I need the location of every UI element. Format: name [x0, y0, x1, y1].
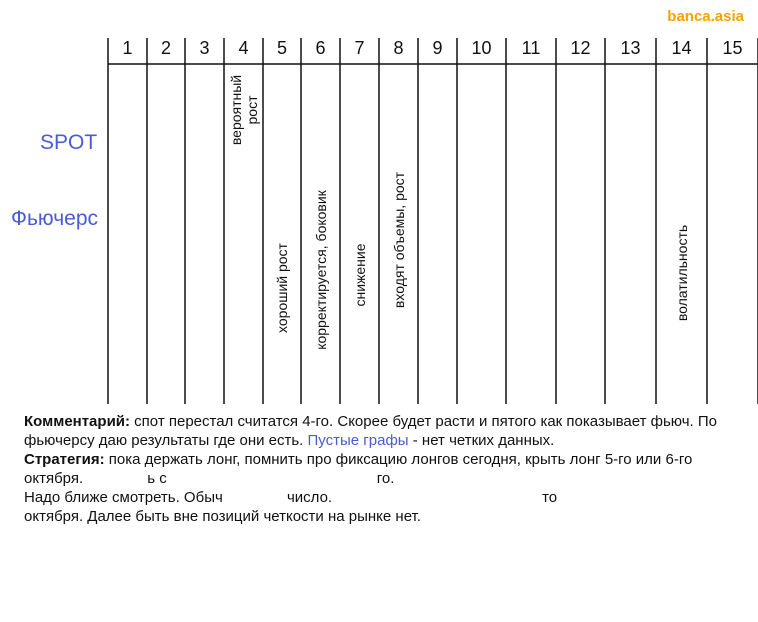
empty-columns-note: Пустые графы — [307, 432, 409, 449]
comment-label: Комментарий: — [24, 413, 131, 430]
row-label-spot: SPOT — [40, 131, 98, 154]
grid-lines — [108, 38, 758, 404]
strategy-text-6: то — [542, 489, 558, 506]
day-number: 13 — [620, 38, 641, 58]
brand-logo[interactable]: banca.asia — [667, 8, 744, 25]
day-number: 6 — [315, 38, 326, 58]
day-number: 15 — [722, 38, 743, 58]
day-number: 10 — [471, 38, 492, 58]
strategy-text-5: число. — [282, 489, 333, 506]
day-number: 8 — [393, 38, 404, 58]
day-number: 12 — [570, 38, 591, 58]
row-label-futures: Фьючерс — [11, 207, 98, 230]
day-number: 11 — [521, 38, 541, 58]
strategy-text-4: Надо ближе смотреть. Обыч — [24, 489, 223, 506]
column-note-day-8: входят объемы, рост — [390, 171, 407, 309]
strategy-text-1: пока держать лонг, помнить про фиксацию лонгов сегодня, крыть лонг 5-го или 6-го октября. — [24, 451, 693, 487]
column-note-day-4: вероятный рост — [227, 74, 260, 146]
column-note-day-14: волатильность — [673, 224, 690, 322]
column-note-day-6: корректируется, боковик — [312, 190, 329, 350]
strategy-label: Стратегия: — [24, 451, 105, 468]
comment-text-end: - нет четких данных. — [408, 432, 555, 449]
strategy-text-2: ь с — [147, 470, 167, 487]
comment-paragraph — [24, 412, 724, 450]
day-number: 14 — [671, 38, 692, 58]
day-number: 7 — [354, 38, 365, 58]
day-number: 9 — [432, 38, 443, 58]
column-note-day-5: хороший рост — [274, 243, 290, 333]
day-number: 1 — [122, 38, 133, 58]
strategy-text-7: октября. Далее быть вне позиций четкости на рынке нет. — [24, 508, 421, 525]
day-number: 3 — [199, 38, 210, 58]
column-note-day-7: снижение — [351, 243, 368, 307]
strategy-text-3: го. — [376, 470, 395, 487]
day-number: 2 — [160, 38, 171, 58]
day-number: 4 — [238, 38, 249, 58]
day-number: 5 — [276, 38, 287, 58]
comment-block — [24, 412, 724, 526]
strategy-paragraph — [24, 450, 724, 526]
comment-text: спот перестал считатся 4-го. Скорее будет расти и пятого как показывает фьюч. По фьючерсу даю результаты где они есть. — [24, 413, 717, 449]
